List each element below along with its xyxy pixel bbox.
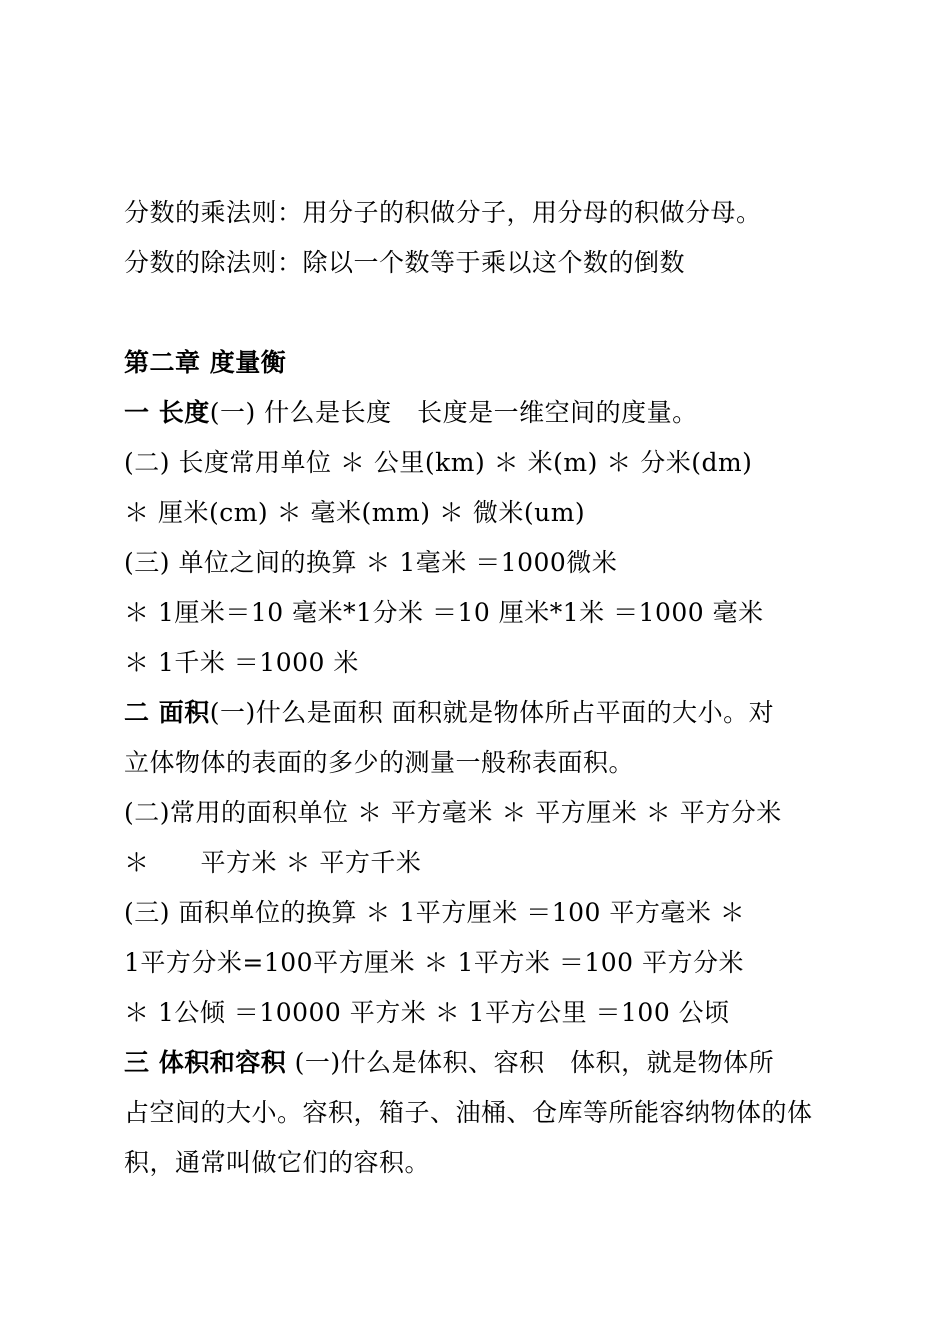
text-line: (三) 单位之间的换算 ＊ 1毫米 ＝1000微米: [124, 548, 618, 577]
text-line: 占空间的大小。容积，箱子、油桶、仓库等所能容纳物体的体: [124, 1098, 813, 1127]
section-heading: 三 体积和容积: [124, 1048, 287, 1077]
text-line: ＊ 1公倾 ＝10000 平方米 ＊ 1平方公里 ＝100 公顷: [124, 998, 730, 1027]
text-line: ＊ 1千米 ＝1000 米: [124, 648, 359, 677]
section-text: (一) 什么是长度 长度是一维空间的度量。: [209, 398, 698, 427]
chapter-title: 第二章 度量衡: [124, 348, 287, 377]
text-line: ＊ 平方米 ＊ 平方千米: [124, 848, 422, 877]
section-line: [124, 697, 844, 729]
section-line: [124, 1047, 844, 1079]
text-line: ＊ 厘米(cm) ＊ 毫米(mm) ＊ 微米(um): [124, 498, 586, 527]
text-line: 1平方分米=100平方厘米 ＊ 1平方米 ＝100 平方分米: [124, 948, 744, 977]
text-line: 立体物体的表面的多少的测量一般称表面积。: [124, 748, 635, 777]
text-line: 积，通常叫做它们的容积。: [124, 1148, 431, 1177]
text-line: 分数的除法则：除以一个数等于乘以这个数的倒数: [124, 248, 686, 277]
text-line: (二)常用的面积单位 ＊ 平方毫米 ＊ 平方厘米 ＊ 平方分米: [124, 798, 782, 827]
section-heading: 一 长度: [124, 398, 210, 427]
section-text: (一)什么是面积 面积就是物体所占平面的大小。对: [209, 698, 775, 727]
text-line: 分数的乘法则：用分子的积做分子，用分母的积做分母。: [124, 198, 762, 227]
text-line: ＊ 1厘米＝10 毫米*1分米 ＝10 厘米*1米 ＝1000 毫米: [124, 598, 764, 627]
section-line: [124, 397, 844, 429]
section-heading: 二 面积: [124, 698, 210, 727]
text-line: (三) 面积单位的换算 ＊ 1平方厘米 ＝100 平方毫米 ＊: [124, 898, 746, 927]
section-text: (一)什么是体积、容积 体积，就是物体所: [286, 1048, 775, 1077]
text-line: (二) 长度常用单位 ＊ 公里(km) ＊ 米(m) ＊ 分米(dm): [124, 448, 753, 477]
